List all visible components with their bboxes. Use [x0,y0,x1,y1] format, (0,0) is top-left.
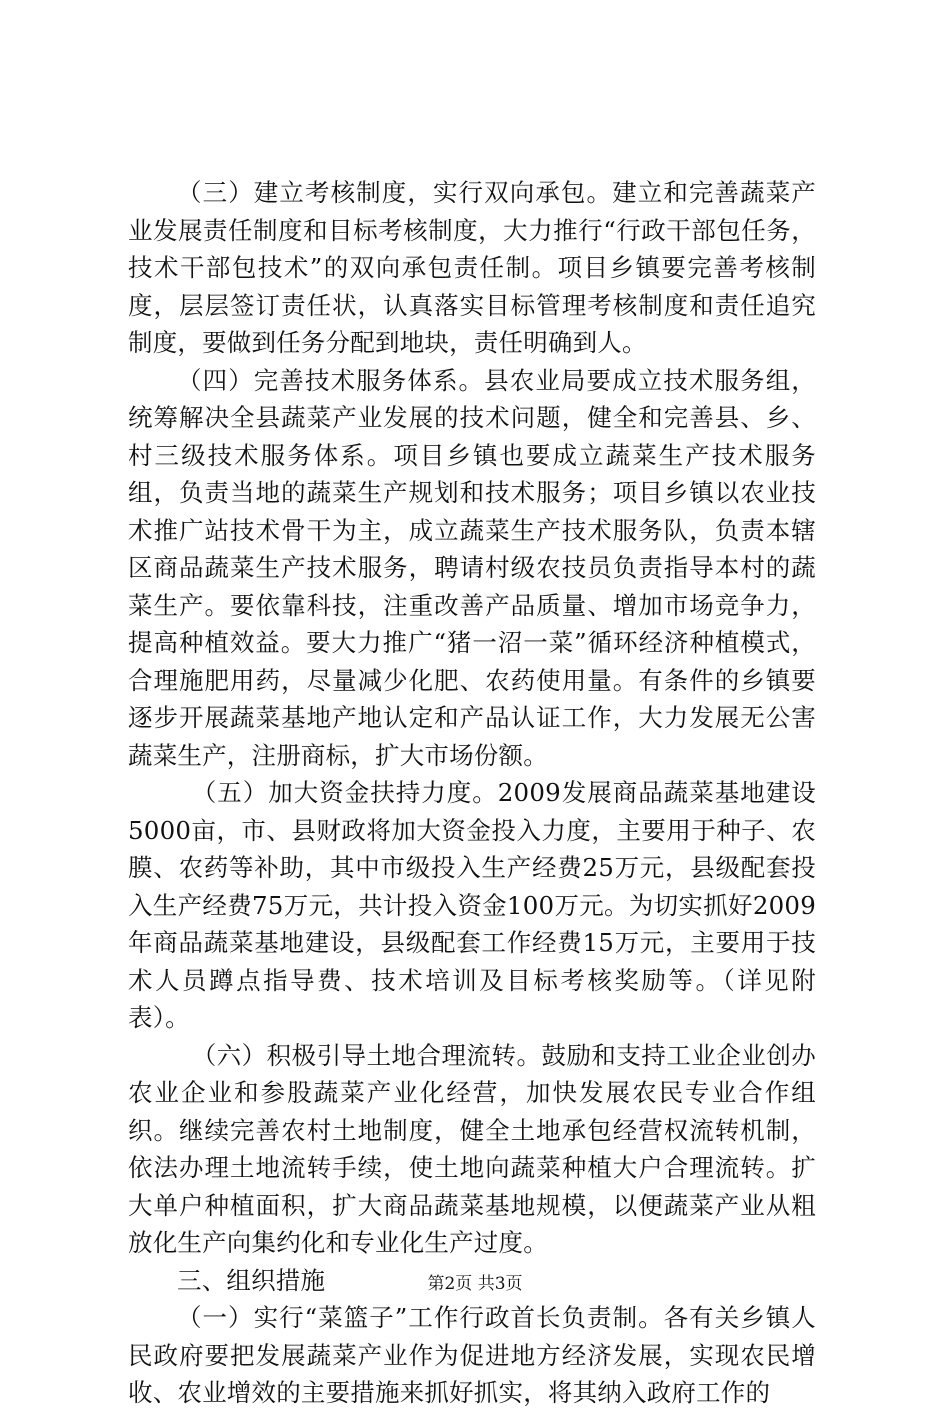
heading-organizational-measures: 三、组织措施 [177,1265,326,1295]
paragraph-section-3: （三）建立考核制度，实行双向承包。建立和完善蔬菜产业发展责任制度和目标考核制度，大力推行“行政干部包任务，技术干部包技术”的双向承包责任制。项目乡镇要完善考核制度，层层签订责任状，认真落实目标管理考核制度和责任追究制度，要做到任务分配到地块，责任明确到人。 [128,178,816,357]
paragraph-measure-1: （一）实行“菜篮子”工作行政首长负责制。各有关乡镇人民政府要把发展蔬菜产业作为促进地方经济发展，实现农民增收、农业增效的主要措施来抓好抓实，将其纳入政府工作的 [128,1303,816,1407]
page-number: 第2页 共3页 [427,1274,523,1294]
document-body [128,174,816,1412]
paragraph-section-5: （五）加大资金扶持力度。2009发展商品蔬菜基地建设5000亩，市、县财政将加大资金投入力度，主要用于种子、农膜、农药等补助，其中市级投入生产经费25万元，县级配套投入生产经费75万元，共计投入资金100万元。为切实抓好2009年商品蔬菜基地建设，县级配套工作经费15万元，主要用于技术人员蹲点指导费、技术培训及目标考核奖励等。（详见附表）。 [128,778,816,1032]
paragraph-section-4: （四）完善技术服务体系。县农业局要成立技术服务组，统筹解决全县蔬菜产业发展的技术问题，健全和完善县、乡、村三级技术服务体系。项目乡镇也要成立蔬菜生产技术服务组，负责当地的蔬菜生产规划和技术服务；项目乡镇以农业技术推广站技术骨干为主，成立蔬菜生产技术服务队，负责本辖区商品蔬菜生产技术服务，聘请村级农技员负责指导本村的蔬菜生产。要依靠科技，注重改善产品质量、增加市场竞争力，提高种植效益。要大力推广“猪一沼一菜”循环经济种植模式，合理施肥用药，尽量减少化肥、农药使用量。有条件的乡镇要逐步开展蔬菜基地产地认定和产品认证工作，大力发展无公害蔬菜生产，注册商标，扩大市场份额。 [128,365,816,770]
paragraph-section-6: （六）积极引导土地合理流转。鼓励和支持工业企业创办农业企业和参股蔬菜产业化经营，加快发展农民专业合作组织。继续完善农村土地制度，健全土地承包经营权流转机制，依法办理土地流转手续，使土地向蔬菜种植大户合理流转。扩大单户种植面积，扩大商品蔬菜基地规模，以便蔬菜产业从粗放化生产向集约化和专业化生产过度。 [128,1040,816,1257]
page-footer [0,1273,950,1295]
